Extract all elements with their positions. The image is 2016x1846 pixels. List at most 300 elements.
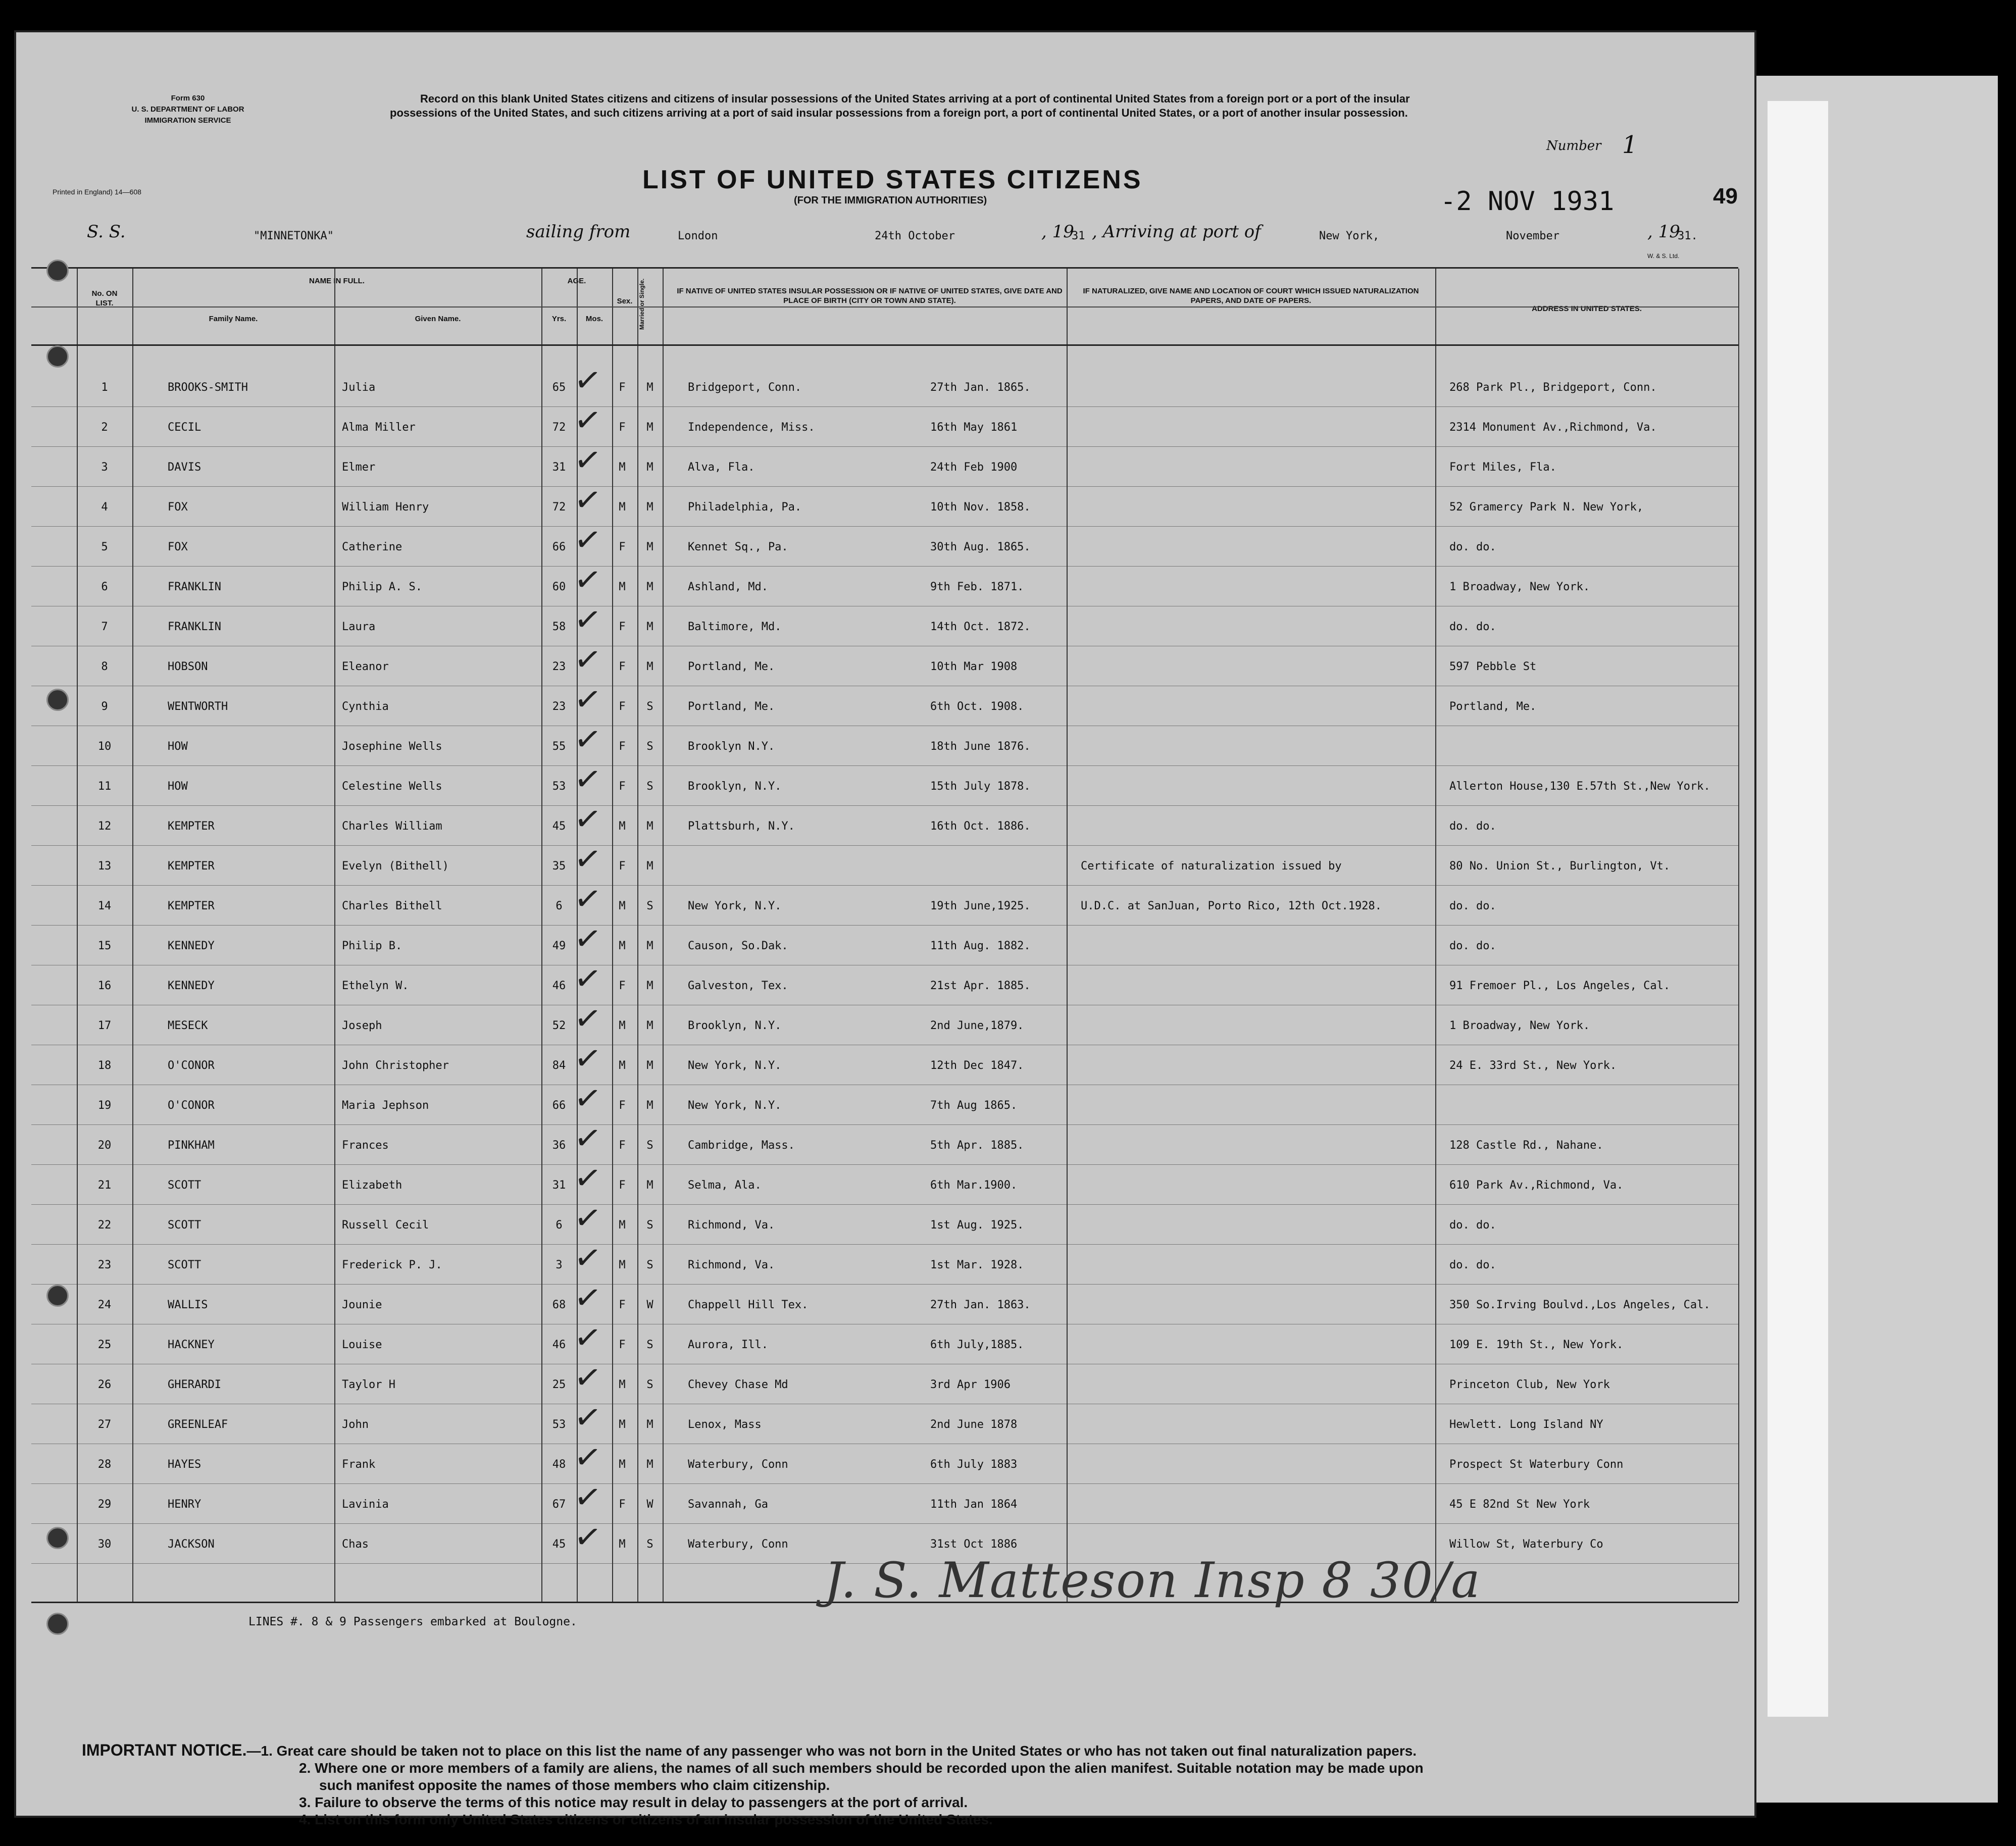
cell-age: 72 (552, 501, 566, 514)
cell-place: Plattsburh, N.Y. (688, 820, 795, 833)
cell-given: Celestine Wells (342, 780, 442, 793)
cell-sex: F (619, 1179, 626, 1192)
table-row (31, 1397, 1738, 1439)
ss-label: S. S. (87, 222, 126, 242)
check-mark-icon: ✓ (572, 559, 604, 601)
table-row (31, 799, 1738, 840)
form-number: Form 630 (171, 94, 205, 102)
row-rule (31, 526, 1738, 527)
check-mark-icon: ✓ (572, 1198, 604, 1239)
column-rule (663, 269, 664, 1602)
cell-addr: 128 Castle Rd., Nahane. (1449, 1139, 1603, 1152)
cell-date: 9th Feb. 1871. (930, 581, 1024, 593)
cell-no: 21 (97, 1179, 112, 1192)
cell-place: Brooklyn, N.Y. (688, 1019, 782, 1032)
cell-ms: S (646, 1339, 653, 1351)
notice-item-2-cont: such manifest opposite the names of those members who claim citizenship. (319, 1777, 830, 1793)
table-row (31, 1517, 1738, 1558)
cell-ms: S (646, 1259, 653, 1271)
check-mark-icon: ✓ (572, 879, 604, 920)
cell-ms: M (646, 1179, 653, 1192)
cell-place: Galveston, Tex. (688, 980, 788, 992)
cell-place: Kennet Sq., Pa. (688, 541, 788, 553)
cell-ms: W (646, 1299, 653, 1311)
cell-addr: do. do. (1449, 900, 1496, 912)
cell-age: 25 (552, 1378, 566, 1391)
cell-given: Julia (342, 381, 376, 394)
cell-date: 6th July,1885. (930, 1339, 1024, 1351)
cell-sex: F (619, 740, 626, 753)
check-mark-icon: ✓ (572, 639, 604, 681)
cell-sex: F (619, 660, 626, 673)
cell-sex: M (619, 900, 626, 912)
cell-sex: F (619, 1498, 626, 1511)
cell-place: Ashland, Md. (688, 581, 768, 593)
arrival-port: New York, (1319, 230, 1380, 242)
from-port: London (678, 230, 718, 242)
cell-place: Richmond, Va. (688, 1219, 775, 1232)
cell-addr: 80 No. Union St., Burlington, Vt. (1449, 860, 1671, 873)
cell-age: 23 (552, 660, 566, 673)
col-naturalized: IF NATURALIZED, GIVE NAME AND LOCATION OF COURT WHICH ISSUED NATURALIZATION PAPERS, AND DATE OF PAPERS. (1083, 287, 1419, 305)
punch-hole (46, 260, 69, 282)
cell-family: PINKHAM (168, 1139, 215, 1152)
cell-no: 22 (97, 1219, 112, 1232)
column-rule (1738, 269, 1739, 1602)
cell-given: Russell Cecil (342, 1219, 429, 1232)
page-title: LIST OF UNITED STATES CITIZENS (642, 165, 1143, 194)
cell-family: HOW (168, 740, 188, 753)
cell-family: JACKSON (168, 1538, 215, 1551)
sailing-label: sailing from (526, 222, 631, 242)
cell-family: FOX (168, 501, 188, 514)
table-row (31, 1477, 1738, 1518)
cell-family: KENNEDY (168, 940, 215, 952)
cell-ms: W (646, 1498, 653, 1511)
cell-given: Frederick P. J. (342, 1259, 442, 1271)
cell-no: 17 (97, 1019, 112, 1032)
col-mos: Mos. (585, 315, 603, 323)
cell-family: FRANKLIN (168, 621, 221, 633)
cell-sex: M (619, 940, 626, 952)
cell-addr: Princeton Club, New York (1449, 1378, 1610, 1391)
cell-given: Alma Miller (342, 421, 416, 434)
cell-family: HOBSON (168, 660, 208, 673)
col-family: Family Name. (209, 315, 258, 323)
cell-date: 11th Jan 1864 (930, 1498, 1018, 1511)
cell-family: WALLIS (168, 1299, 208, 1311)
cell-age: 72 (552, 421, 566, 434)
punch-hole (46, 345, 69, 368)
cell-age: 46 (552, 980, 566, 992)
row-rule (31, 1124, 1738, 1125)
cell-age: 53 (552, 780, 566, 793)
cell-addr: 2314 Monument Av.,Richmond, Va. (1449, 421, 1657, 434)
printer-mark: W. & S. Ltd. (1647, 252, 1680, 260)
cell-age: 31 (552, 461, 566, 474)
notice-item-3: 3. Failure to observe the terms of this notice may result in delay to passengers at the port of arrival. (299, 1794, 968, 1810)
cell-addr: do. do. (1449, 940, 1496, 952)
cell-place: New York, N.Y. (688, 1059, 782, 1072)
cell-no: 24 (97, 1299, 112, 1311)
table-row (31, 1357, 1738, 1399)
col-sex: Sex. (617, 297, 633, 305)
cell-ms: S (646, 1139, 653, 1152)
cell-family: KENNEDY (168, 980, 215, 992)
cell-place: Aurora, Ill. (688, 1339, 768, 1351)
cell-family: MESECK (168, 1019, 208, 1032)
cell-family: HENRY (168, 1498, 201, 1511)
cell-addr: 24 E. 33rd St., New York. (1449, 1059, 1617, 1072)
check-mark-icon: ✓ (572, 480, 604, 521)
cell-date: 6th Mar.1900. (930, 1179, 1018, 1192)
cell-addr: 1 Broadway, New York. (1449, 1019, 1590, 1032)
cell-age: 66 (552, 1099, 566, 1112)
cell-no: 4 (101, 501, 108, 514)
check-mark-icon: ✓ (572, 440, 604, 481)
cell-family: HAYES (168, 1458, 201, 1471)
column-rule (132, 269, 133, 1602)
cell-ms: M (646, 1458, 653, 1471)
table-row (31, 679, 1738, 721)
table-row (31, 480, 1738, 521)
cell-given: Frank (342, 1458, 376, 1471)
cell-place: Bridgeport, Conn. (688, 381, 802, 394)
row-rule (31, 1523, 1738, 1524)
cell-place: Causon, So.Dak. (688, 940, 788, 952)
footnote: LINES #. 8 & 9 Passengers embarked at Boulogne. (248, 1615, 577, 1628)
cell-place: Waterbury, Conn (688, 1538, 788, 1551)
cell-ms: M (646, 541, 653, 553)
cell-no: 13 (97, 860, 112, 873)
check-mark-icon: ✓ (572, 1238, 604, 1279)
cell-ms: M (646, 381, 653, 394)
cell-age: 36 (552, 1139, 566, 1152)
cell-age: 48 (552, 1458, 566, 1471)
page-subtitle: (FOR THE IMMIGRATION AUTHORITIES) (794, 195, 987, 206)
cell-no: 5 (101, 541, 108, 553)
cell-age: 35 (552, 860, 566, 873)
table-row (31, 918, 1738, 960)
table-row (31, 360, 1738, 401)
form-header (92, 93, 284, 126)
cell-place: Portland, Me. (688, 660, 775, 673)
cell-date: 7th Aug 1865. (930, 1099, 1018, 1112)
table-row (31, 1238, 1738, 1279)
instructions: Record on this blank United States citizens and citizens of insular possessions of the United States arriving at a port of continental United States from a foreign port or a port of the insular possessions of the United States, and such citizens arriving at a port of said insular possessions from a foreign port, a port of continental United States, or a port of another insular possession. (390, 92, 1410, 119)
cell-no: 27 (97, 1418, 112, 1431)
col-yrs: Yrs. (551, 315, 567, 323)
cell-age: 84 (552, 1059, 566, 1072)
cell-sex: F (619, 1339, 626, 1351)
cell-no: 15 (97, 940, 112, 952)
arriving-label: , Arriving at port of (1092, 222, 1261, 242)
check-mark-icon: ✓ (572, 759, 604, 800)
cell-given: Josephine Wells (342, 740, 442, 753)
cell-addr: do. do. (1449, 621, 1496, 633)
cell-family: O'CONOR (168, 1099, 215, 1112)
cell-date: 16th May 1861 (930, 421, 1018, 434)
notice-item-1: —1. Great care should be taken not to place on this list the name of any passenger who was not born in the United States or who has not taken out final naturalization papers. (246, 1743, 1417, 1759)
cell-no: 14 (97, 900, 112, 912)
cell-no: 25 (97, 1339, 112, 1351)
inspector-signature: J. S. Matteson Insp 8 30/a (824, 1552, 1481, 1609)
cell-addr: 350 So.Irving Boulvd.,Los Angeles, Cal. (1449, 1299, 1710, 1311)
col-name-in-full: NAME IN FULL. (309, 277, 365, 285)
cell-place: Alva, Fla. (688, 461, 755, 474)
check-mark-icon: ✓ (572, 958, 604, 1000)
cell-addr: do. do. (1449, 541, 1496, 553)
col-no: No. ON LIST. (91, 289, 118, 307)
cell-ms: M (646, 1099, 653, 1112)
notice-item-4: 4. List on this form only United States citizens or citizens of an insular possession of the United States. (299, 1812, 993, 1827)
cell-date: 10th Nov. 1858. (930, 501, 1031, 514)
cell-given: Frances (342, 1139, 389, 1152)
check-mark-icon: ✓ (572, 679, 604, 721)
cell-ms: S (646, 780, 653, 793)
cell-date: 18th June 1876. (930, 740, 1031, 753)
cell-date: 27th Jan. 1865. (930, 381, 1031, 394)
cell-place: Brooklyn, N.Y. (688, 780, 782, 793)
cell-given: John Christopher (342, 1059, 449, 1072)
cell-given: Catherine (342, 541, 402, 553)
cell-given: Jounie (342, 1299, 382, 1311)
cell-family: GHERARDI (168, 1378, 221, 1391)
cell-date: 2nd June 1878 (930, 1418, 1018, 1431)
cell-sex: M (619, 1378, 626, 1391)
header-rule (31, 306, 1738, 307)
cell-age: 45 (552, 820, 566, 833)
col-age: AGE. (567, 277, 586, 285)
cell-sex: M (619, 1059, 626, 1072)
cell-date: 27th Jan. 1863. (930, 1299, 1031, 1311)
back-page-edge (1768, 101, 1828, 1717)
column-rule (637, 269, 638, 1602)
cell-given: Charles William (342, 820, 442, 833)
cell-place: New York, N.Y. (688, 900, 782, 912)
cell-given: Charles Bithell (342, 900, 442, 912)
cell-age: 46 (552, 1339, 566, 1351)
table-row (31, 1118, 1738, 1159)
cell-addr: 610 Park Av.,Richmond, Va. (1449, 1179, 1624, 1192)
cell-no: 6 (101, 581, 108, 593)
cell-addr: do. do. (1449, 1259, 1496, 1271)
cell-no: 29 (97, 1498, 112, 1511)
cell-ms: M (646, 1019, 653, 1032)
cell-ms: M (646, 1418, 653, 1431)
cell-given: Chas (342, 1538, 369, 1551)
check-mark-icon: ✓ (572, 1038, 604, 1080)
col-birth: IF NATIVE OF UNITED STATES INSULAR POSSESSION OR IF NATIVE OF UNITED STATES, GIVE DATE AND PLACE OF BIRTH (CITY OR TOWN AND STATE). (677, 287, 1063, 305)
cell-sex: M (619, 1458, 626, 1471)
notice-item-2: 2. Where one or more members of a family are aliens, the names of all such members should be recorded upon the alien manifest. Suitable notation may be made upon (299, 1760, 1424, 1776)
cell-sex: M (619, 501, 626, 514)
check-mark-icon: ✓ (572, 599, 604, 641)
cell-ms: S (646, 1538, 653, 1551)
cell-age: 68 (552, 1299, 566, 1311)
cell-ms: M (646, 940, 653, 952)
notice-lead: IMPORTANT NOTICE. (82, 1741, 247, 1759)
cell-date: 24th Feb 1900 (930, 461, 1018, 474)
cell-age: 3 (556, 1259, 563, 1271)
cell-place: New York, N.Y. (688, 1099, 782, 1112)
cell-date: 30th Aug. 1865. (930, 541, 1031, 553)
cell-age: 53 (552, 1418, 566, 1431)
cell-date: 21st Apr. 1885. (930, 980, 1031, 992)
cell-family: HOW (168, 780, 188, 793)
table-row (31, 839, 1738, 880)
cell-addr: Fort Miles, Fla. (1449, 461, 1556, 474)
cell-addr: 45 E 82nd St New York (1449, 1498, 1590, 1511)
punch-hole (46, 1527, 69, 1549)
cell-ms: S (646, 700, 653, 713)
cell-age: 52 (552, 1019, 566, 1032)
cell-age: 65 (552, 381, 566, 394)
cell-no: 10 (97, 740, 112, 753)
number-label: Number (1546, 138, 1601, 153)
row-rule (31, 1244, 1738, 1245)
cell-place: Independence, Miss. (688, 421, 815, 434)
cell-ms: M (646, 860, 653, 873)
cell-family: KEMPTER (168, 820, 215, 833)
cell-sex: F (619, 621, 626, 633)
check-mark-icon: ✓ (572, 1277, 604, 1319)
table-row (31, 1078, 1738, 1119)
cell-ms: M (646, 621, 653, 633)
column-rule (541, 269, 542, 1602)
table-row (31, 639, 1738, 681)
row-rule (31, 1284, 1738, 1285)
cell-no: 2 (101, 421, 108, 434)
check-mark-icon: ✓ (572, 1357, 604, 1399)
cell-family: FRANKLIN (168, 581, 221, 593)
check-mark-icon: ✓ (572, 1437, 604, 1478)
cell-place: Chappell Hill Tex. (688, 1299, 809, 1311)
table-row (31, 1277, 1738, 1319)
cell-place: Richmond, Va. (688, 1259, 775, 1271)
cell-no: 19 (97, 1099, 112, 1112)
cell-sex: F (619, 1139, 626, 1152)
cell-given: Joseph (342, 1019, 382, 1032)
cell-no: 18 (97, 1059, 112, 1072)
cell-ms: M (646, 581, 653, 593)
cell-ms: M (646, 421, 653, 434)
cell-given: Philip B. (342, 940, 402, 952)
cell-age: 66 (552, 541, 566, 553)
row-rule (31, 406, 1738, 407)
cell-date: 11th Aug. 1882. (930, 940, 1031, 952)
cell-no: 8 (101, 660, 108, 673)
cell-place: Brooklyn N.Y. (688, 740, 775, 753)
cell-ms: M (646, 501, 653, 514)
cell-sex: F (619, 780, 626, 793)
cell-place: Chevey Chase Md (688, 1378, 788, 1391)
cell-age: 67 (552, 1498, 566, 1511)
check-mark-icon: ✓ (572, 520, 604, 561)
cell-age: 23 (552, 700, 566, 713)
cell-addr: 1 Broadway, New York. (1449, 581, 1590, 593)
cell-no: 11 (97, 780, 112, 793)
cell-family: DAVIS (168, 461, 201, 474)
punch-hole (46, 1613, 69, 1635)
service: IMMIGRATION SERVICE (144, 116, 231, 125)
cell-place: Savannah, Ga (688, 1498, 768, 1511)
cell-given: Lavinia (342, 1498, 389, 1511)
cell-family: FOX (168, 541, 188, 553)
important-notice (82, 1741, 1718, 1828)
row-rule (31, 805, 1738, 806)
check-mark-icon: ✓ (572, 1397, 604, 1439)
cell-sex: M (619, 1219, 626, 1232)
cell-date: 1st Mar. 1928. (930, 1259, 1024, 1271)
cell-age: 6 (556, 900, 563, 912)
cell-given: Evelyn (Bithell) (342, 860, 449, 873)
cell-date: 16th Oct. 1886. (930, 820, 1031, 833)
cell-no: 26 (97, 1378, 112, 1391)
cell-ms: M (646, 660, 653, 673)
cell-family: O'CONOR (168, 1059, 215, 1072)
cell-given: Laura (342, 621, 376, 633)
cell-addr: 597 Pebble St (1449, 660, 1537, 673)
table-row (31, 879, 1738, 920)
table-row (31, 759, 1738, 800)
cell-sex: M (619, 461, 626, 474)
check-mark-icon: ✓ (572, 360, 604, 401)
cell-family: HACKNEY (168, 1339, 215, 1351)
check-mark-icon: ✓ (572, 1158, 604, 1199)
cell-addr: Hewlett. Long Island NY (1449, 1418, 1603, 1431)
check-mark-icon: ✓ (572, 799, 604, 840)
punch-hole (46, 1285, 69, 1307)
cell-date: 19th June,1925. (930, 900, 1031, 912)
cell-no: 16 (97, 980, 112, 992)
cell-age: 55 (552, 740, 566, 753)
header-rule (31, 344, 1738, 346)
cell-family: KEMPTER (168, 900, 215, 912)
page-number: 49 (1713, 184, 1738, 209)
cell-sex: M (619, 820, 626, 833)
cell-age: 58 (552, 621, 566, 633)
cell-given: Philip A. S. (342, 581, 422, 593)
cell-age: 6 (556, 1219, 563, 1232)
column-rule (577, 269, 578, 1602)
cell-place: Waterbury, Conn (688, 1458, 788, 1471)
column-rule (612, 269, 613, 1602)
cell-addr: 268 Park Pl., Bridgeport, Conn. (1449, 381, 1657, 394)
cell-given: John (342, 1418, 369, 1431)
cell-given: Elmer (342, 461, 376, 474)
check-mark-icon: ✓ (572, 1477, 604, 1518)
cell-given: Cynthia (342, 700, 389, 713)
cell-place: Portland, Me. (688, 700, 775, 713)
table-row (31, 719, 1738, 760)
row-rule (31, 925, 1738, 926)
row-rule (31, 1483, 1738, 1484)
col-married: Married or Single. (638, 278, 645, 330)
cell-age: 49 (552, 940, 566, 952)
cell-family: SCOTT (168, 1259, 201, 1271)
cell-sex: M (619, 1019, 626, 1032)
cell-sex: M (619, 1418, 626, 1431)
cell-date: 6th July 1883 (930, 1458, 1018, 1471)
cell-age: 45 (552, 1538, 566, 1551)
cell-no: 7 (101, 621, 108, 633)
col-address: ADDRESS IN UNITED STATES. (1532, 304, 1642, 313)
row-rule (31, 885, 1738, 886)
table-row (31, 998, 1738, 1040)
cell-date: 10th Mar 1908 (930, 660, 1018, 673)
cell-age: 31 (552, 1179, 566, 1192)
